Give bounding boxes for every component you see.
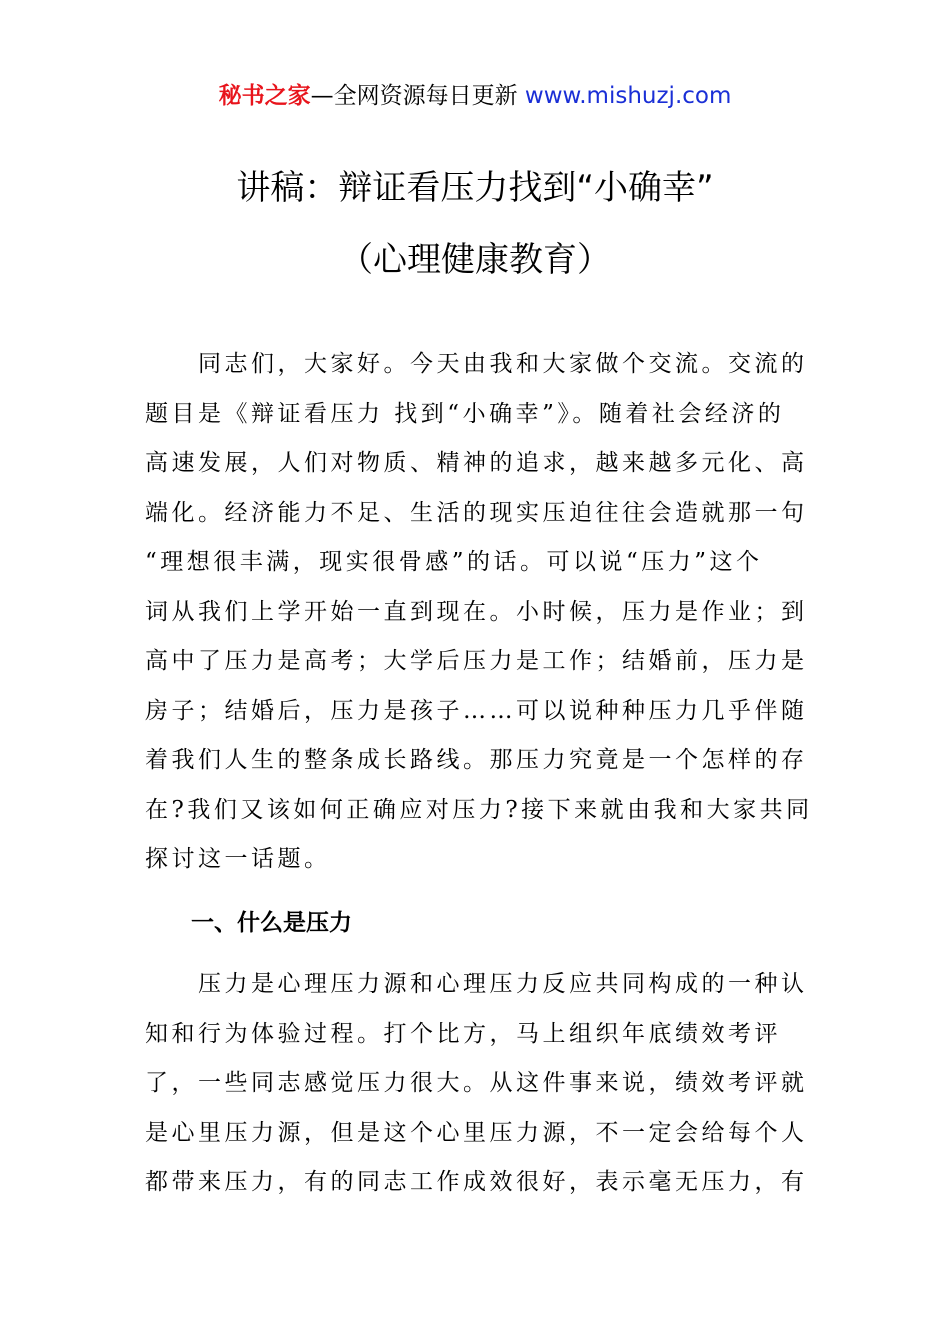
text-line: 同志们，大家好。今天由我和大家做个交流。交流的: [145, 351, 808, 377]
text-line: 是心里压力源，但是这个心里压力源，不一定会给每个人: [145, 1119, 808, 1146]
text-line: 题目是《辩证看压力 找到“小确幸”》。随着社会经济的: [145, 400, 785, 427]
text-line: 知和行为体验过程。打个比方，马上组织年底绩效考评: [145, 1020, 781, 1047]
text-line: 探讨这一话题。: [145, 846, 331, 872]
text-line: 压力是心理压力源和心理压力反应共同构成的一种认: [145, 971, 808, 997]
section-paragraph: [145, 960, 808, 1208]
text-line: 高中了压力是高考；大学后压力是工作；结婚前，压力是: [145, 648, 808, 674]
document-subtitle: （心理健康教育）: [339, 240, 611, 280]
text-line: “理想很丰满，现实很骨感”的话。可以说“压力”这个: [145, 549, 763, 575]
text-line: 在?我们又该如何正确应对压力?接下来就由我和大家共同: [145, 796, 813, 823]
text-line: 词从我们上学开始一直到现在。小时候，压力是作业；到: [145, 598, 808, 625]
text-line: 高速发展，人们对物质、精神的追求，越来越多元化、高: [145, 450, 808, 476]
intro-paragraph: [145, 340, 813, 885]
text-line: 都带来压力，有的同志工作成效很好，表示毫无压力，有: [145, 1169, 808, 1195]
site-url-link[interactable]: www.mishuzj.com: [524, 83, 732, 109]
site-header: [0, 80, 950, 112]
header-tagline: —全网资源每日更新: [310, 83, 525, 109]
brand-name: 秘书之家: [218, 83, 311, 109]
document-title: 讲稿：辩证看压力找到“小确幸”: [236, 168, 714, 208]
text-line: 了，一些同志感觉压力很大。从这件事来说，绩效考评就: [145, 1070, 808, 1096]
text-line: 房子；结婚后，压力是孩子……可以说种种压力几乎伴随: [145, 697, 808, 724]
text-line: 端化。经济能力不足、生活的现实压迫往往会造就那一句: [145, 499, 808, 526]
text-line: 着我们人生的整条成长路线。那压力究竟是一个怎样的存: [145, 747, 808, 773]
section-heading: 一、什么是压力: [191, 910, 352, 936]
